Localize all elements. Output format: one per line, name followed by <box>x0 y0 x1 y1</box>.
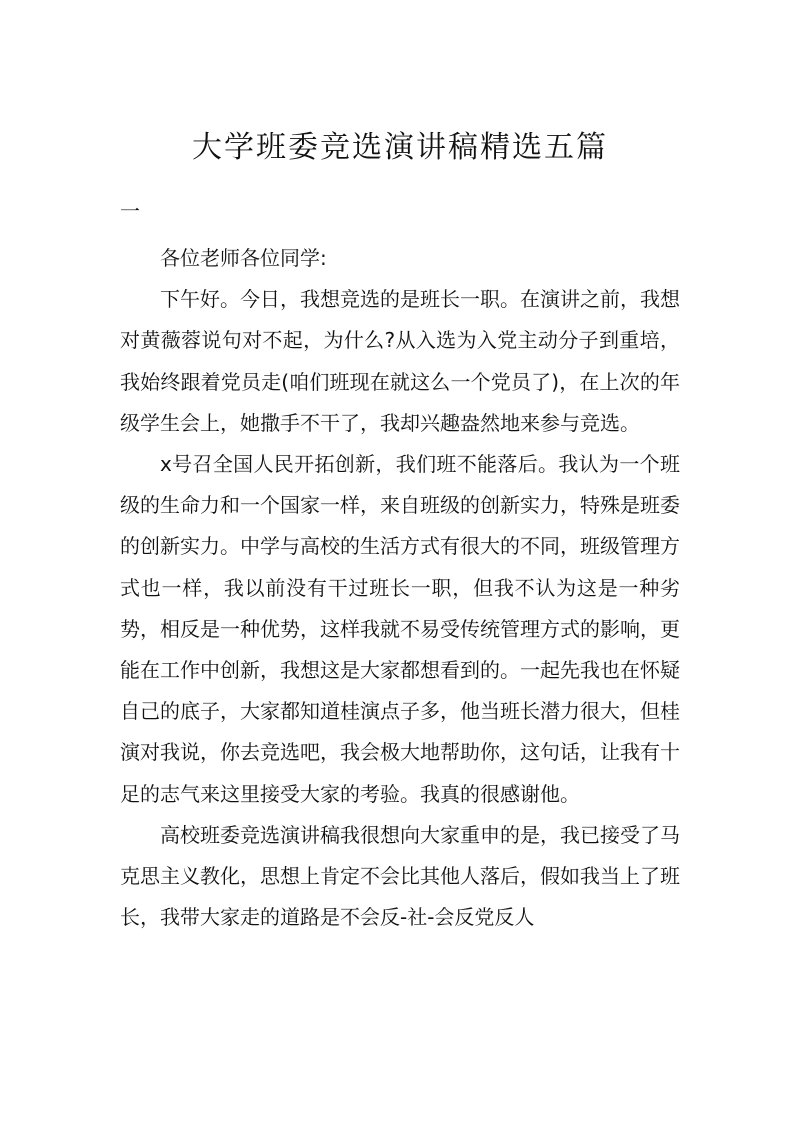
document-body <box>120 238 680 938</box>
paragraph: x号召全国人民开拓创新，我们班不能落后。我认为一个班级的生命力和一个国家一样，来自班级的创新实力，特殊是班委的创新实力。中学与高校的生活方式有很大的不同，班级管理方式也一样，我以前没有干过班长一职，但我不认为这是一种劣势，相反是一种优势，这样我就不易受传统管理方式的影响，更能在工作中创新，我想这是大家都想看到的。一起先我也在怀疑自己的底子，大家都知道桂演点子多，他当班长潜力很大，但桂演对我说，你去竞选吧，我会极大地帮助你，这句话，让我有十足的志气来这里接受大家的考验。我真的很感谢他。 <box>120 452 680 806</box>
paragraph-greeting: 各位老师各位同学: <box>160 246 327 270</box>
paragraph: 高校班委竞选演讲稿我很想向大家重申的是，我已接受了马克思主义教化，思想上肯定不会比其他人落后，假如我当上了班长，我带大家走的道路是不会反-社-会反党反人 <box>120 822 680 930</box>
paragraph: 下午好。今日，我想竞选的是班长一职。在演讲之前，我想对黄薇蓉说句对不起，为什么?从入选为入党主动分子到重培，我始终跟着党员走(咱们班现在就这么一个党员了)，在上次的年级学生会上，她撒手不干了，我却兴趣盎然地来参与竞选。 <box>120 287 680 435</box>
document-title: 大学班委竞选演讲稿精选五篇 <box>192 130 608 165</box>
section-number: 一 <box>120 199 140 223</box>
